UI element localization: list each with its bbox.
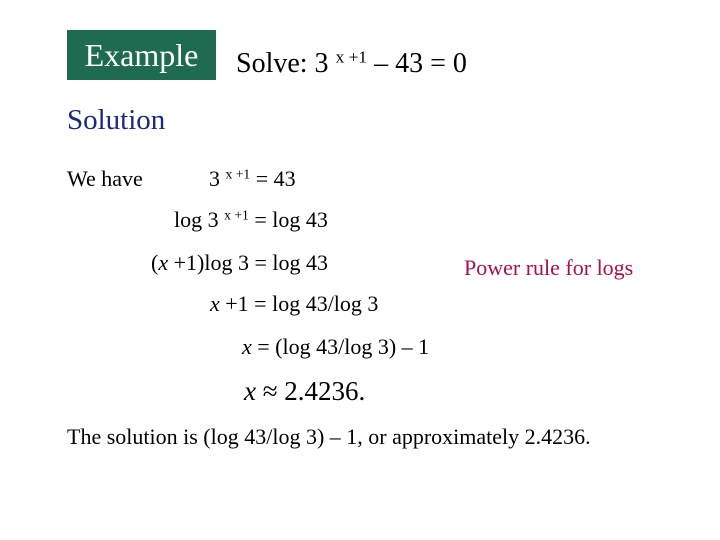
example-tag: Example (67, 30, 216, 80)
equation-step-4 (210, 293, 378, 315)
equation-step-2 (174, 209, 328, 231)
step2-base: log 3 (174, 207, 225, 232)
step6-variable: x (244, 376, 256, 406)
intro-text: We have (67, 166, 143, 191)
step3-variable: x (158, 250, 169, 275)
step5-variable: x (242, 334, 252, 359)
step5-rest: = (log 43/log 3) – 1 (251, 334, 430, 359)
step3-open: ( (151, 250, 159, 275)
problem-prefix: Solve: 3 (236, 48, 329, 79)
conclusion-text: The solution is (log 43/log 3) – 1, or approximately 2.4236. (67, 424, 591, 449)
equation-step-5 (242, 336, 429, 358)
step3-rest: +1)log 3 = log 43 (168, 250, 328, 275)
equation-step-3 (151, 252, 328, 274)
step1-exponent: x +1 (225, 166, 251, 182)
problem-suffix: – 43 = 0 (367, 48, 467, 79)
equation-step-6 (244, 378, 365, 405)
step4-rest: +1 = log 43/log 3 (219, 291, 379, 316)
solution-heading: Solution (67, 104, 166, 136)
step6-rest: ≈ 2.4236. (255, 376, 366, 406)
step1-rest: = 43 (250, 166, 296, 191)
step2-exponent: x +1 (224, 207, 249, 223)
step2-rest: = log 43 (248, 207, 328, 232)
problem-exponent: x +1 (335, 47, 368, 67)
power-rule-note: Power rule for logs (464, 255, 634, 280)
problem-statement (236, 47, 467, 79)
step1-base: 3 (209, 166, 226, 191)
step4-variable: x (210, 291, 220, 316)
equation-step-1 (209, 168, 296, 190)
